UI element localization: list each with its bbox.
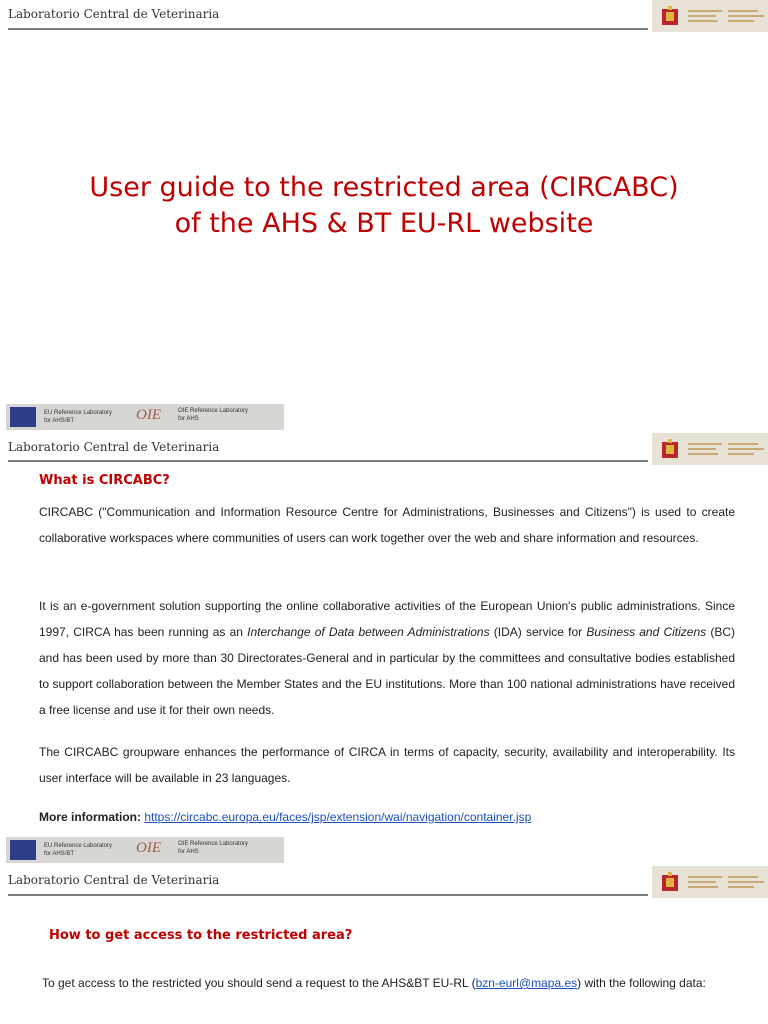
oie-lab-label: OIE Reference Laboratory for AHS [178,408,249,422]
eu-flag-icon [10,407,36,427]
spain-crest-icon [658,870,682,894]
eu-flag-icon [10,840,36,860]
ministry-text-lines [688,10,722,22]
document-title [0,170,768,242]
header-title: Laboratorio Central de Veterinaria [8,873,220,887]
page-header [0,0,768,32]
ministry-text-lines [728,443,764,455]
ministry-text-lines [688,443,722,455]
footer-logos [6,404,284,430]
header-divider [8,28,648,30]
oie-logo-icon: OIE [136,840,161,856]
ministry-logo [652,866,768,898]
paragraph-history: It is an e-government solution supporting the online collaborative activities of the European Union's public administrations. Since 1997, CIRCA has been running as an Interchange of Data between Administrations (IDA) service for Business and Citizens (BC) and has been used by more than 30 Directorates-General and in particular by the committees and consultative bodies established to support collaboration between the Member States and the EU institutions. More than 100 national administrations have received a free license and use it for their own needs. [39,599,736,717]
header-title: Laboratorio Central de Veterinaria [8,7,220,21]
eu-lab-label: EU Reference Laboratory for AHS/BT [44,410,113,424]
ministry-logo [652,433,768,465]
circabc-link[interactable]: https://circabc.europa.eu/faces/jsp/extension/wai/navigation/container.jsp [144,810,532,824]
more-information [39,810,531,824]
header-divider [8,460,648,462]
ministry-text-lines [728,10,764,22]
ministry-text-lines [728,876,764,888]
paragraph-groupware: The CIRCABC groupware enhances the performance of CIRCA in terms of capacity, security, availability and interoperability. Its user interface will be available in 23 languages. [39,745,735,785]
section-heading: What is CIRCABC? [39,473,170,488]
header-title: Laboratorio Central de Veterinaria [8,440,220,454]
paragraph-intro: CIRCABC ("Communication and Information Resource Centre for Administrations, Businesses and Citizens") is used to create collaborative workspaces where communities of users can work together over the web and share information and resources. [39,505,735,545]
paragraph-access: To get access to the restricted you should send a request to the AHS&BT EU-RL (bzn-eurl@mapa.es) with the following data: [42,976,706,990]
footer-logos [6,837,284,863]
page-header [0,433,768,465]
oie-lab-label: OIE Reference Laboratory for AHS [178,841,249,855]
title-line-1: User guide to the restricted area (CIRCABC) [89,172,679,203]
spain-crest-icon [658,437,682,461]
more-info-label: More information: [39,810,141,824]
oie-logo-icon: OIE [136,407,161,423]
eu-lab-label: EU Reference Laboratory for AHS/BT [44,843,113,857]
email-link[interactable]: bzn-eurl@mapa.es [475,976,578,990]
ministry-text-lines [688,876,722,888]
ministry-logo [652,0,768,32]
title-line-2: of the AHS & BT EU-RL website [174,208,594,239]
spain-crest-icon [658,4,682,28]
section-heading: How to get access to the restricted area? [49,928,353,943]
header-divider [8,894,648,896]
page-header [0,866,768,898]
